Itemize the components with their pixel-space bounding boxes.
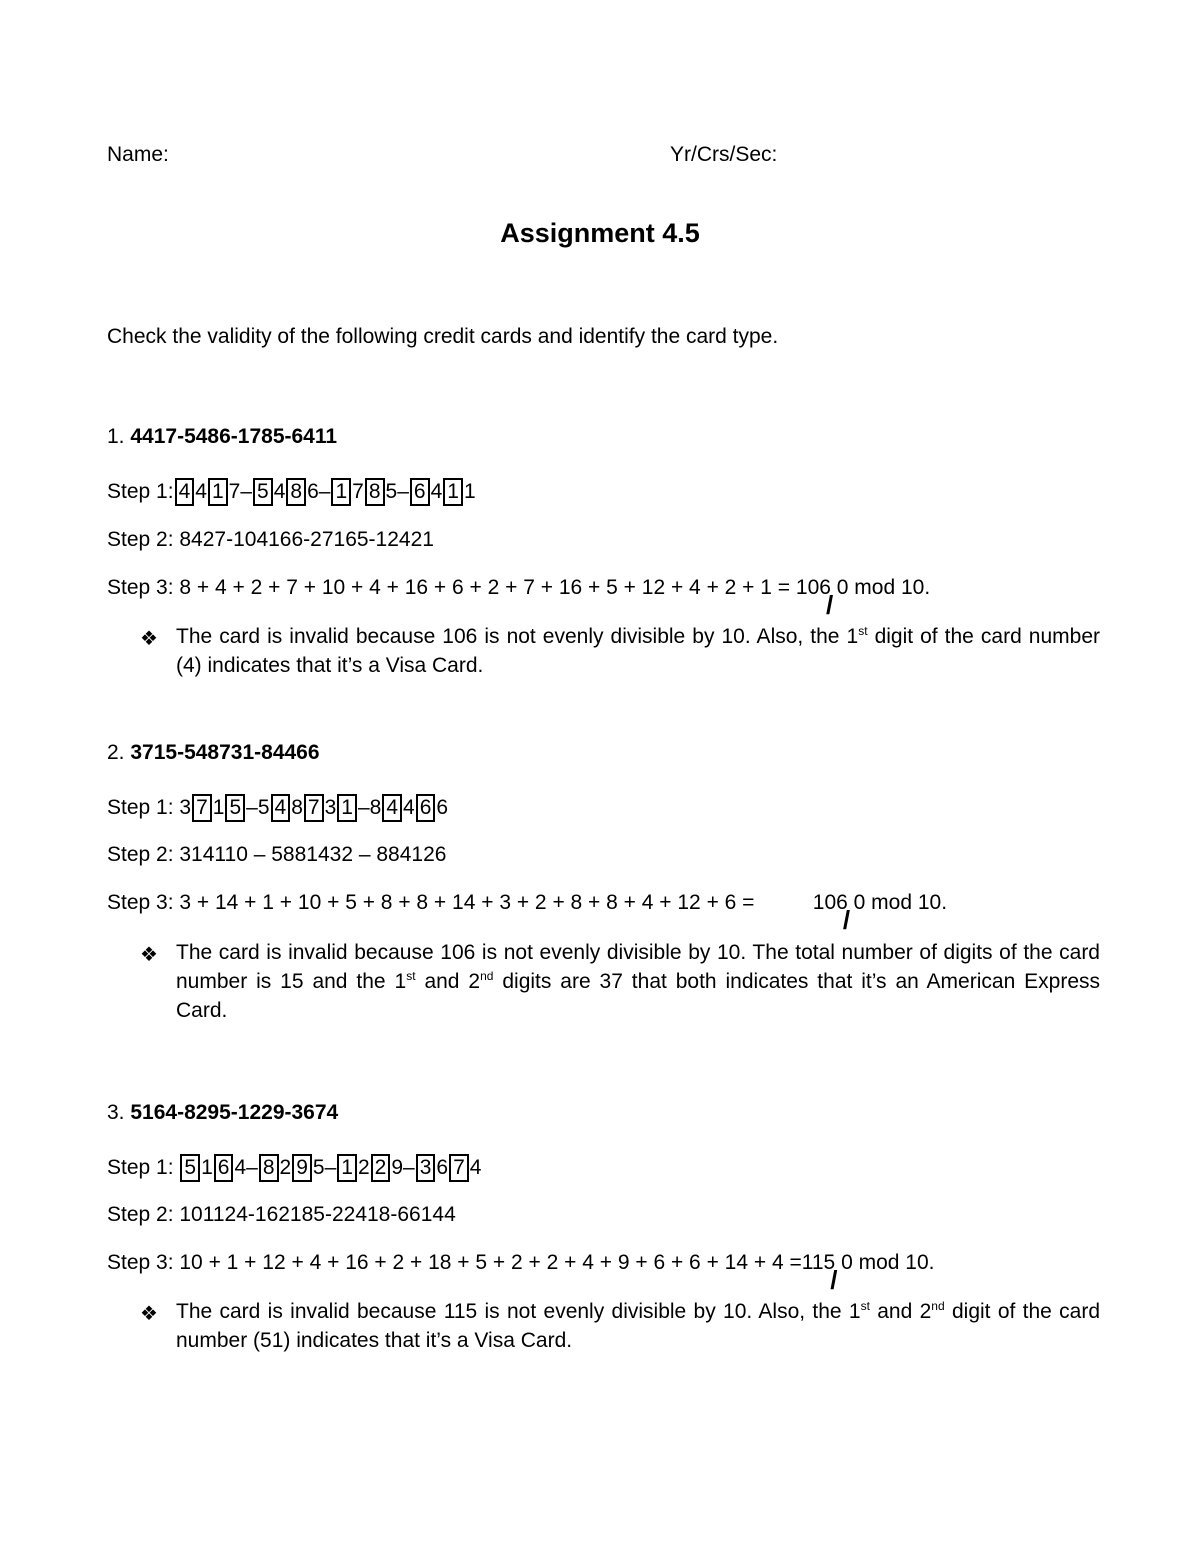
boxed-digit: 9 bbox=[292, 1154, 312, 1182]
card-number: 3715-548731-84466 bbox=[130, 741, 320, 764]
digit: 6 bbox=[307, 480, 319, 503]
instructions: Check the validity of the following credit cards and identify the card type. bbox=[107, 325, 779, 348]
digit: 1 bbox=[463, 480, 476, 503]
boxed-digit: 7 bbox=[192, 794, 212, 822]
boxed-digit: 2 bbox=[371, 1154, 391, 1182]
boxed-digit: 1 bbox=[337, 1154, 357, 1182]
problem-2-step2: Step 2: 314110 – 5881432 – 884126 bbox=[107, 843, 447, 866]
diamond-bullet-icon: ❖ bbox=[140, 628, 158, 650]
digit: 4 bbox=[430, 480, 443, 503]
boxed-digit: 5 bbox=[180, 1154, 200, 1182]
digit: 4 bbox=[195, 480, 207, 503]
boxed-digit: 5 bbox=[253, 478, 273, 506]
card-number: 5164-8295-1229-3674 bbox=[130, 1101, 339, 1124]
boxed-digit: 3 bbox=[416, 1154, 436, 1182]
name-label: Name: bbox=[107, 143, 169, 166]
digit: 7 bbox=[352, 480, 364, 503]
digit: – bbox=[357, 796, 370, 819]
digit: 2 bbox=[357, 1156, 370, 1179]
digit: – bbox=[318, 480, 331, 503]
digit: 2 bbox=[279, 1156, 292, 1179]
boxed-digit: 5 bbox=[225, 794, 245, 822]
problem-1-step3: Step 3: 8 + 4 + 2 + 7 + 10 + 4 + 16 + 6 + 2 + 7 + 16 + 5 + 12 + 4 + 2 + 1 = 106 / 0 mod 10. bbox=[107, 576, 931, 620]
digit: – bbox=[324, 1156, 337, 1179]
digit: 5 bbox=[385, 480, 398, 503]
yr-crs-sec-label: Yr/Crs/Sec: bbox=[670, 143, 778, 166]
boxed-digit: 6 bbox=[416, 794, 436, 822]
digit: 4 bbox=[273, 480, 286, 503]
boxed-digit: 8 bbox=[365, 478, 385, 506]
problem-1-note: The card is invalid because 106 is not evenly divisible by 10. Also, the 1st digit of the card number (4) indicates that it’s a Visa Card. bbox=[176, 624, 1100, 677]
diamond-bullet-icon: ❖ bbox=[140, 1303, 158, 1325]
page-title: Assignment 4.5 bbox=[500, 218, 700, 248]
step1-digits bbox=[174, 480, 476, 503]
boxed-digit: 1 bbox=[443, 478, 463, 506]
digit: 7 bbox=[228, 480, 241, 503]
boxed-digit: 7 bbox=[449, 1154, 469, 1182]
boxed-digit: 4 bbox=[175, 478, 195, 506]
boxed-digit: 7 bbox=[304, 794, 324, 822]
step1-digits bbox=[179, 796, 448, 819]
digit: 6 bbox=[436, 1156, 449, 1179]
boxed-digit: 1 bbox=[331, 478, 351, 506]
digit: 4 bbox=[234, 1156, 247, 1179]
boxed-digit: 6 bbox=[214, 1154, 234, 1182]
digit: 3 bbox=[324, 796, 337, 819]
digit: 4 bbox=[469, 1156, 482, 1179]
problem-3-heading: 3. 5164-8295-1229-3674 bbox=[107, 1101, 339, 1124]
card-number: 4417-5486-1785-6411 bbox=[130, 425, 338, 448]
digit: 4 bbox=[403, 796, 415, 819]
digit: 1 bbox=[201, 1156, 213, 1179]
step1-digits bbox=[179, 1156, 481, 1179]
digit: – bbox=[397, 480, 409, 503]
boxed-digit: 6 bbox=[410, 478, 430, 506]
problem-2-step3: Step 3: 3 + 14 + 1 + 10 + 5 + 8 + 8 + 14 + 3 + 2 + 8 + 8 + 4 + 12 + 6 = 106 / 0 mod 10. bbox=[107, 891, 948, 935]
digit: 9 bbox=[391, 1156, 404, 1179]
problem-3-step1: Step 1: 5 1 6 4– 8 2 9 5– 1 2 2 9– 3 6 7 4 bbox=[107, 1154, 481, 1182]
problem-2-heading: 2. 3715-548731-84466 bbox=[107, 741, 320, 764]
boxed-digit: 1 bbox=[337, 794, 357, 822]
digit: 5 bbox=[312, 1156, 325, 1179]
problem-2-step1: Step 1: 3 7 1 5 –5 4 8 7 3 1 –8 4 4 6 6 bbox=[107, 794, 448, 822]
digit: 5 bbox=[257, 796, 270, 819]
boxed-digit: 8 bbox=[259, 1154, 279, 1182]
boxed-digit: 8 bbox=[286, 478, 306, 506]
digit: 8 bbox=[291, 796, 303, 819]
digit: – bbox=[240, 480, 252, 503]
problem-3-note: The card is invalid because 115 is not evenly divisible by 10. Also, the 1st and 2nd digit of the card number (51) indicates that it’s a Visa Card. bbox=[176, 1299, 1101, 1352]
digit: 8 bbox=[369, 796, 382, 819]
problem-2-note: The card is invalid because 106 is not evenly divisible by 10. The total number of digits of the card number is 15 and the 1st and 2nd digits are 37 that both indicates that it’s an American Express Card. bbox=[176, 941, 1101, 1022]
problem-1-step2: Step 2: 8427-104166-27165-12421 bbox=[107, 528, 434, 551]
boxed-digit: 4 bbox=[271, 794, 291, 822]
boxed-digit: 4 bbox=[382, 794, 402, 822]
digit: – bbox=[246, 796, 258, 819]
digit: – bbox=[403, 1156, 415, 1179]
problem-3-step3: Step 3: 10 + 1 + 12 + 4 + 16 + 2 + 18 + 5 + 2 + 2 + 4 + 9 + 6 + 6 + 14 + 4 =115 / 0 mod 10. bbox=[107, 1251, 935, 1295]
problem-3-step2: Step 2: 101124-162185-22418-66144 bbox=[107, 1203, 456, 1226]
digit: 1 bbox=[212, 796, 225, 819]
digit: 6 bbox=[436, 796, 449, 819]
digit: – bbox=[246, 1156, 258, 1179]
problem-1-step1: Step 1: 4 4 1 7– 5 4 8 6– 1 7 8 5– 6 4 1 1 bbox=[107, 478, 476, 506]
digit: 3 bbox=[179, 796, 192, 819]
problem-1-heading: 1. 4417-5486-1785-6411 bbox=[107, 425, 338, 448]
diamond-bullet-icon: ❖ bbox=[140, 944, 158, 966]
boxed-digit: 1 bbox=[208, 478, 228, 506]
